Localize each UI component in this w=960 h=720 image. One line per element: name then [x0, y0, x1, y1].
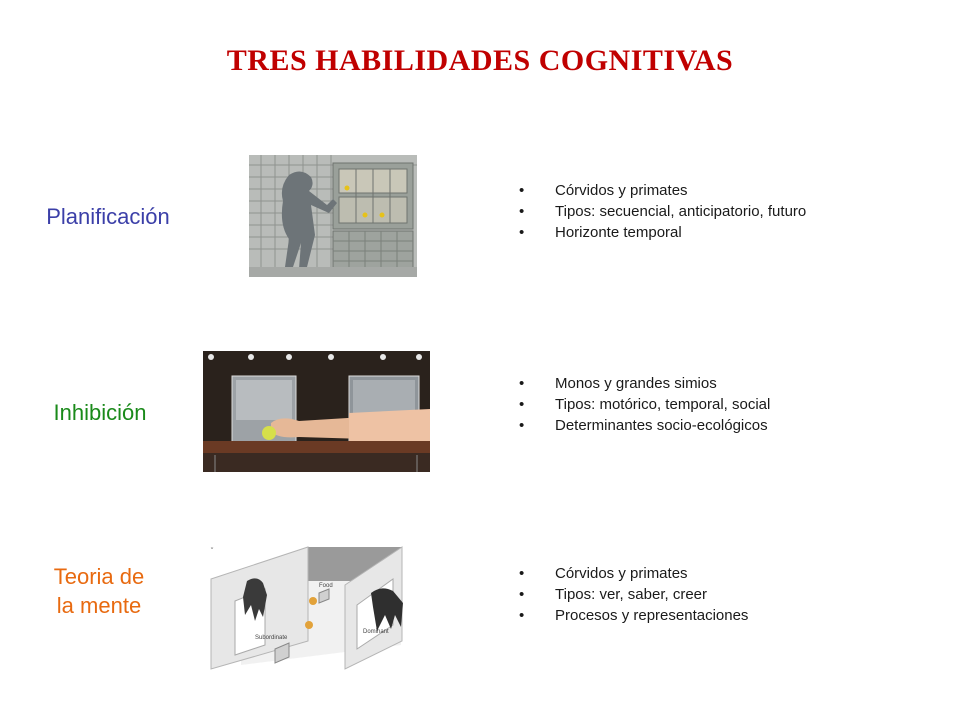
list-item: • Tipos: motórico, temporal, social [519, 396, 771, 413]
label-teoria-de-la-mente [24, 562, 174, 620]
list-item: • Córvidos y primates [519, 182, 688, 199]
dominant-subordinate-diagram [205, 545, 437, 673]
label-planificacion: Planificación [46, 204, 170, 229]
label-line: Teoria de [53, 564, 145, 589]
list-item: • Tipos: secuencial, anticipatorio, futuro [519, 203, 807, 220]
chimpanzee-at-apparatus-photo [249, 155, 417, 277]
page-title: TRES HABILIDADES COGNITIVAS [226, 44, 734, 77]
list-item: • Córvidos y primates [519, 565, 688, 582]
svg-text:˘: ˘ [211, 548, 214, 555]
diagram-label-dominant: Dominant [363, 629, 389, 635]
list-item: • Horizonte temporal [519, 224, 682, 241]
hand-reaching-box-photo [203, 351, 430, 472]
list-item: • Procesos y representaciones [519, 607, 749, 624]
label-inhibicion: Inhibición [53, 400, 147, 425]
teoria-bullets [519, 563, 748, 626]
diagram-label-subordinate: Subordinate [255, 635, 288, 641]
label-line: la mente [56, 593, 142, 618]
diagram-label-food: Food [319, 583, 333, 589]
inhibicion-bullets [519, 373, 770, 436]
planificacion-bullets [519, 180, 806, 243]
list-item: • Determinantes socio-ecológicos [519, 417, 768, 434]
list-item: • Tipos: ver, saber, creer [519, 586, 708, 603]
list-item: • Monos y grandes simios [519, 375, 717, 392]
